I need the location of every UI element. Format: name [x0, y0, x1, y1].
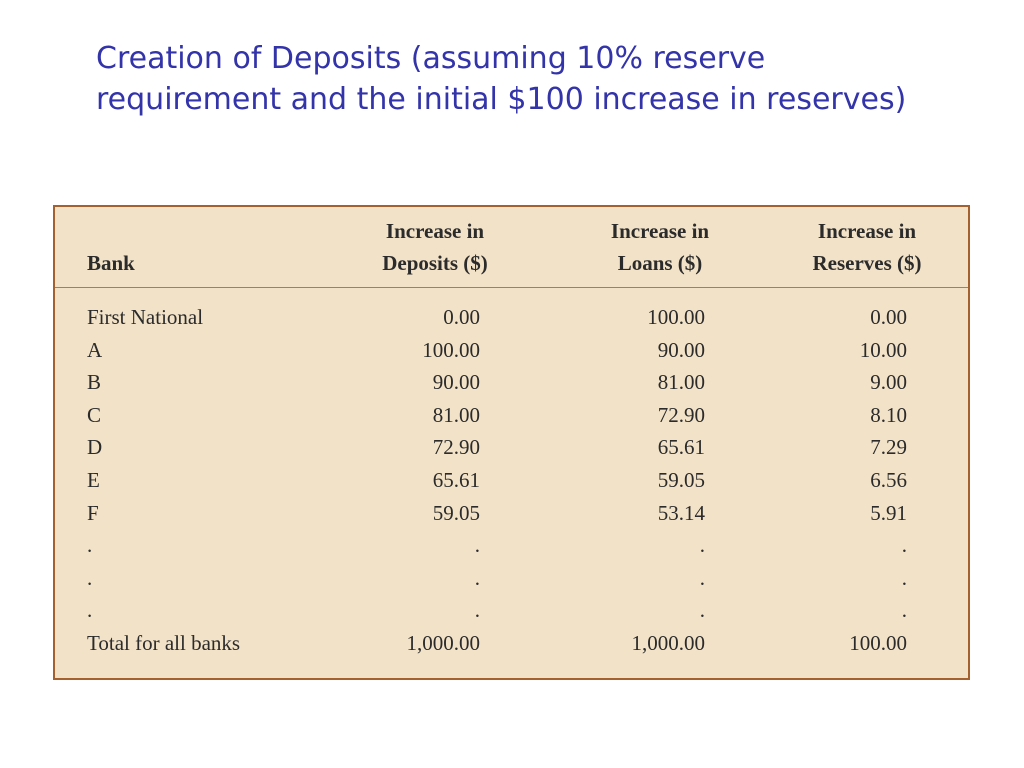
- cell-loans: .: [699, 533, 705, 558]
- cell-reserves: 7.29: [870, 435, 907, 460]
- cell-bank: D: [87, 435, 103, 460]
- cell-loans: .: [699, 598, 705, 623]
- cell-deposits: 72.90: [432, 435, 480, 460]
- cell-deposits: 100.00: [422, 337, 480, 362]
- cell-loans: 72.90: [657, 402, 705, 427]
- cell-loans: 90.00: [657, 337, 705, 362]
- cell-bank: Total for all banks: [87, 631, 241, 655]
- cell-deposits: 90.00: [432, 370, 480, 395]
- cell-loans: 81.00: [657, 370, 705, 395]
- cell-loans: 1,000.00: [631, 631, 705, 655]
- cell-bank: C: [87, 402, 102, 427]
- deposit-creation-table: [53, 205, 970, 680]
- header-deposits: [355, 215, 515, 279]
- header-bank: Bank: [87, 251, 135, 275]
- cell-bank: First National: [87, 305, 204, 329]
- header-deposits-line2: Deposits ($): [382, 251, 488, 275]
- header-reserves-line1: Increase in: [817, 219, 917, 243]
- cell-reserves: 10.00: [859, 337, 907, 362]
- cell-loans: 65.61: [657, 435, 705, 460]
- cell-reserves: 8.10: [870, 402, 907, 427]
- cell-loans: 53.14: [657, 500, 705, 525]
- header-reserves-line2: Reserves ($): [812, 251, 922, 275]
- cell-deposits: .: [474, 533, 480, 558]
- header-reserves: [787, 215, 947, 279]
- cell-reserves: .: [901, 533, 907, 558]
- cell-reserves: 100.00: [849, 631, 907, 655]
- cell-deposits: 65.61: [432, 468, 480, 492]
- cell-loans: 59.05: [657, 468, 705, 492]
- cell-bank: .: [87, 533, 93, 558]
- cell-bank: E: [87, 468, 100, 492]
- cell-deposits: .: [474, 598, 480, 623]
- cell-reserves: 5.91: [870, 500, 907, 525]
- cell-reserves: 9.00: [870, 370, 907, 395]
- cell-loans: .: [699, 565, 705, 590]
- cell-deposits: 1,000.00: [406, 631, 480, 655]
- cell-bank: A: [87, 337, 103, 362]
- slide-title: Creation of Deposits (assuming 10% reserve requirement and the initial $100 increase in reserves): [96, 41, 907, 117]
- cell-reserves: .: [901, 565, 907, 590]
- cell-bank: .: [87, 565, 93, 590]
- cell-bank: B: [87, 370, 102, 395]
- cell-deposits: 59.05: [432, 500, 480, 525]
- cell-loans: 100.00: [647, 305, 705, 329]
- cell-deposits: 81.00: [432, 402, 480, 427]
- cell-deposits: .: [474, 565, 480, 590]
- cell-reserves: .: [901, 598, 907, 623]
- header-deposits-line1: Increase in: [385, 219, 485, 243]
- cell-bank: .: [87, 598, 93, 623]
- cell-reserves: 0.00: [870, 305, 907, 329]
- cell-bank: F: [87, 500, 99, 525]
- header-loans-line2: Loans ($): [617, 251, 703, 275]
- cell-reserves: 6.56: [870, 468, 907, 492]
- header-loans: [580, 215, 740, 279]
- header-loans-line1: Increase in: [610, 219, 710, 243]
- cell-deposits: 0.00: [443, 305, 480, 329]
- header-divider: [55, 287, 968, 288]
